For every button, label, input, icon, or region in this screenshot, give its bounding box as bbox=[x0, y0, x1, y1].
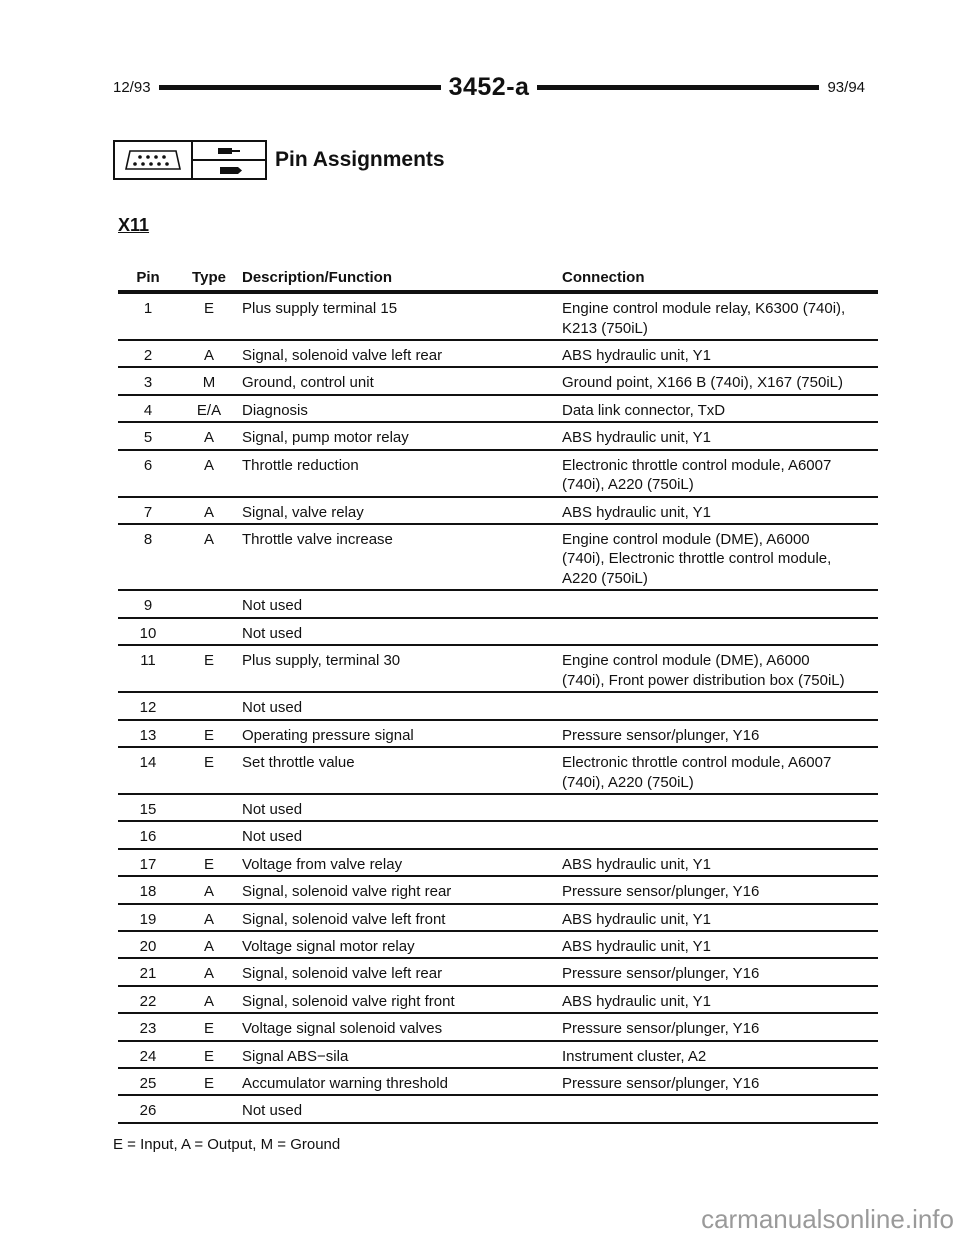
connection-cell bbox=[562, 624, 878, 644]
type-cell: M bbox=[202, 374, 216, 392]
pin-cell: 22 bbox=[139, 992, 157, 1010]
pin-cell: 5 bbox=[143, 429, 153, 447]
connection-cell bbox=[562, 698, 878, 718]
table-row bbox=[118, 294, 878, 341]
description-cell: Not used bbox=[242, 699, 303, 717]
type-cell: A bbox=[203, 937, 214, 955]
description-cell: Set throttle value bbox=[242, 754, 355, 772]
connection-cell bbox=[562, 596, 878, 616]
type-cell: A bbox=[203, 992, 214, 1010]
table-row bbox=[118, 619, 878, 646]
table-row bbox=[118, 693, 878, 720]
pin-cell: 18 bbox=[139, 883, 157, 901]
table-row bbox=[118, 1096, 878, 1123]
connection-cell: Pressure sensor/plunger, Y16 bbox=[562, 1074, 760, 1092]
pin-cell: 17 bbox=[139, 855, 157, 873]
type-cell bbox=[178, 596, 240, 616]
description-cell: Signal, solenoid valve left rear bbox=[242, 347, 443, 364]
connection-cell: Pressure sensor/plunger, Y16 bbox=[562, 883, 760, 901]
description-cell: Signal, pump motor relay bbox=[242, 429, 409, 447]
pin-cell: 10 bbox=[139, 624, 157, 642]
description-cell: Signal ABS−sila bbox=[242, 1047, 349, 1065]
type-cell: A bbox=[203, 965, 214, 983]
pin-male-icon bbox=[193, 142, 265, 161]
table-row bbox=[118, 1042, 878, 1069]
type-cell: E/A bbox=[196, 401, 222, 419]
table-row bbox=[118, 822, 878, 849]
pin-cell: 1 bbox=[143, 300, 153, 317]
header-description: Description/Function bbox=[242, 268, 392, 286]
pin-assignment-icon-box bbox=[113, 140, 267, 180]
connection-cell: ABS hydraulic unit, Y1 bbox=[562, 347, 711, 364]
pin-cell: 4 bbox=[143, 401, 153, 419]
connection-cell: ABS hydraulic unit, Y1 bbox=[562, 992, 711, 1010]
section-heading: X11 bbox=[118, 215, 150, 235]
type-cell: A bbox=[203, 910, 214, 928]
type-cell: E bbox=[203, 1020, 214, 1038]
description-cell: Not used bbox=[242, 801, 303, 819]
table-row bbox=[118, 423, 878, 450]
description-cell: Voltage from valve relay bbox=[242, 855, 403, 873]
description-cell: Ground, control unit bbox=[242, 374, 374, 392]
pin-cell: 25 bbox=[139, 1074, 157, 1092]
pin-cell: 12 bbox=[139, 699, 157, 717]
table-row bbox=[118, 368, 878, 395]
type-cell: A bbox=[203, 347, 214, 364]
table-row bbox=[118, 905, 878, 932]
connection-cell: ABS hydraulic unit, Y1 bbox=[562, 855, 711, 873]
table-row bbox=[118, 646, 878, 693]
type-cell bbox=[178, 827, 240, 847]
table-row bbox=[118, 396, 878, 423]
pin-cell: 13 bbox=[139, 726, 157, 744]
pin-cell: 6 bbox=[143, 456, 153, 474]
pin-cell: 9 bbox=[143, 597, 153, 615]
header-connection: Connection bbox=[562, 268, 645, 286]
pin-table bbox=[118, 266, 878, 1124]
connector-icon bbox=[115, 142, 193, 178]
page-header bbox=[113, 74, 865, 100]
description-cell: Throttle reduction bbox=[242, 456, 359, 474]
pin-cell: 21 bbox=[139, 965, 157, 983]
description-cell: Not used bbox=[242, 597, 303, 615]
type-cell bbox=[178, 624, 240, 644]
description-cell: Not used bbox=[242, 624, 303, 642]
description-cell: Voltage signal motor relay bbox=[242, 937, 415, 955]
header-date-left: 12/93 bbox=[113, 78, 151, 96]
type-cell: A bbox=[203, 883, 214, 901]
table-row bbox=[118, 451, 878, 498]
connection-cell bbox=[562, 800, 878, 820]
type-cell: E bbox=[203, 1047, 214, 1065]
type-cell: A bbox=[203, 530, 214, 548]
type-cell: A bbox=[203, 429, 214, 447]
table-row bbox=[118, 795, 878, 822]
description-cell: Throttle valve increase bbox=[242, 530, 393, 548]
table-row bbox=[118, 498, 878, 525]
table-row bbox=[118, 877, 878, 904]
description-cell: Signal, solenoid valve left rear bbox=[242, 965, 443, 983]
header-date-right: 93/94 bbox=[827, 78, 866, 96]
description-cell: Signal, solenoid valve right front bbox=[242, 992, 455, 1010]
connection-cell: ABS hydraulic unit, Y1 bbox=[562, 910, 711, 928]
description-cell: Signal, valve relay bbox=[242, 503, 364, 521]
table-row bbox=[118, 850, 878, 877]
connection-cell bbox=[562, 1101, 878, 1121]
pin-cell: 7 bbox=[143, 503, 153, 521]
pin-cell: 3 bbox=[143, 374, 153, 392]
connection-cell: Ground point, X166 B (740i), X167 (750iL) bbox=[562, 374, 844, 392]
description-cell: Signal, solenoid valve right rear bbox=[242, 883, 452, 901]
pin-cell: 2 bbox=[143, 347, 153, 364]
table-row bbox=[118, 932, 878, 959]
pin-cell: 15 bbox=[139, 801, 157, 819]
header-pin: Pin bbox=[136, 268, 160, 286]
table-row bbox=[118, 959, 878, 986]
pin-cell: 26 bbox=[139, 1102, 157, 1120]
connection-cell: Electronic throttle control module, A6007 (740i), A220 (750iL) bbox=[562, 754, 832, 791]
description-cell: Voltage signal solenoid valves bbox=[242, 1020, 443, 1038]
connection-cell: Engine control module relay, K6300 (740i), K213 (750iL) bbox=[562, 300, 846, 337]
title-row bbox=[113, 140, 445, 180]
pin-cell: 11 bbox=[140, 652, 156, 670]
type-cell: E bbox=[203, 855, 214, 873]
type-cell bbox=[178, 698, 240, 718]
header-doc-code: 3452-a bbox=[448, 72, 530, 101]
connection-cell: Pressure sensor/plunger, Y16 bbox=[562, 965, 760, 983]
connection-cell: Instrument cluster, A2 bbox=[562, 1047, 707, 1065]
pin-cell: 24 bbox=[139, 1047, 157, 1065]
connection-cell: ABS hydraulic unit, Y1 bbox=[562, 503, 711, 521]
description-cell: Plus supply terminal 15 bbox=[242, 300, 398, 317]
connection-cell: Engine control module (DME), A6000 (740i), Electronic throttle control module, A220 (750iL) bbox=[562, 530, 832, 587]
table-row bbox=[118, 591, 878, 618]
header-rule-left bbox=[159, 85, 441, 90]
pin-cell: 23 bbox=[139, 1020, 157, 1038]
table-row bbox=[118, 1069, 878, 1096]
connection-cell: Engine control module (DME), A6000 (740i), Front power distribution box (750iL) bbox=[562, 652, 845, 689]
connection-cell: ABS hydraulic unit, Y1 bbox=[562, 429, 711, 447]
description-cell: Operating pressure signal bbox=[242, 726, 414, 744]
connection-cell: Pressure sensor/plunger, Y16 bbox=[562, 726, 760, 744]
type-cell bbox=[178, 800, 240, 820]
table-row bbox=[118, 721, 878, 748]
header-type: Type bbox=[192, 268, 226, 286]
table-row bbox=[118, 987, 878, 1014]
description-cell: Signal, solenoid valve left front bbox=[242, 910, 446, 928]
description-cell: Accumulator warning threshold bbox=[242, 1074, 448, 1092]
pin-icon bbox=[193, 142, 265, 178]
description-cell: Not used bbox=[242, 828, 303, 846]
description-cell: Diagnosis bbox=[242, 401, 308, 419]
connection-cell: Pressure sensor/plunger, Y16 bbox=[562, 1020, 760, 1038]
type-cell: A bbox=[203, 456, 214, 474]
description-cell: Plus supply, terminal 30 bbox=[242, 652, 401, 670]
pin-cell: 16 bbox=[139, 828, 157, 846]
table-body bbox=[118, 294, 878, 1124]
type-cell: A bbox=[203, 503, 214, 521]
connection-cell: ABS hydraulic unit, Y1 bbox=[562, 937, 711, 955]
pin-cell: 8 bbox=[143, 530, 153, 548]
table-row bbox=[118, 748, 878, 795]
table-row bbox=[118, 525, 878, 592]
pin-cell: 14 bbox=[139, 754, 157, 772]
description-cell: Not used bbox=[242, 1102, 303, 1120]
table-row bbox=[118, 341, 878, 368]
page-title: Pin Assignments bbox=[275, 148, 445, 171]
connection-cell: Electronic throttle control module, A6007 (740i), A220 (750iL) bbox=[562, 456, 832, 494]
connection-cell: Data link connector, TxD bbox=[562, 401, 726, 419]
watermark: carmanualsonline.info bbox=[701, 1204, 954, 1234]
type-cell: E bbox=[203, 652, 214, 670]
pin-cell: 20 bbox=[139, 937, 157, 955]
type-cell: E bbox=[203, 1074, 214, 1092]
pin-female-icon bbox=[193, 161, 265, 178]
legend-footnote: E = Input, A = Output, M = Ground bbox=[113, 1136, 341, 1153]
type-cell bbox=[178, 1101, 240, 1121]
table-header bbox=[118, 266, 878, 288]
header-rule-right bbox=[537, 85, 819, 90]
pin-cell: 19 bbox=[139, 910, 157, 928]
type-cell: E bbox=[203, 754, 214, 772]
table-row bbox=[118, 1014, 878, 1041]
type-cell: E bbox=[203, 300, 214, 317]
type-cell: E bbox=[203, 726, 214, 744]
connection-cell bbox=[562, 827, 878, 847]
